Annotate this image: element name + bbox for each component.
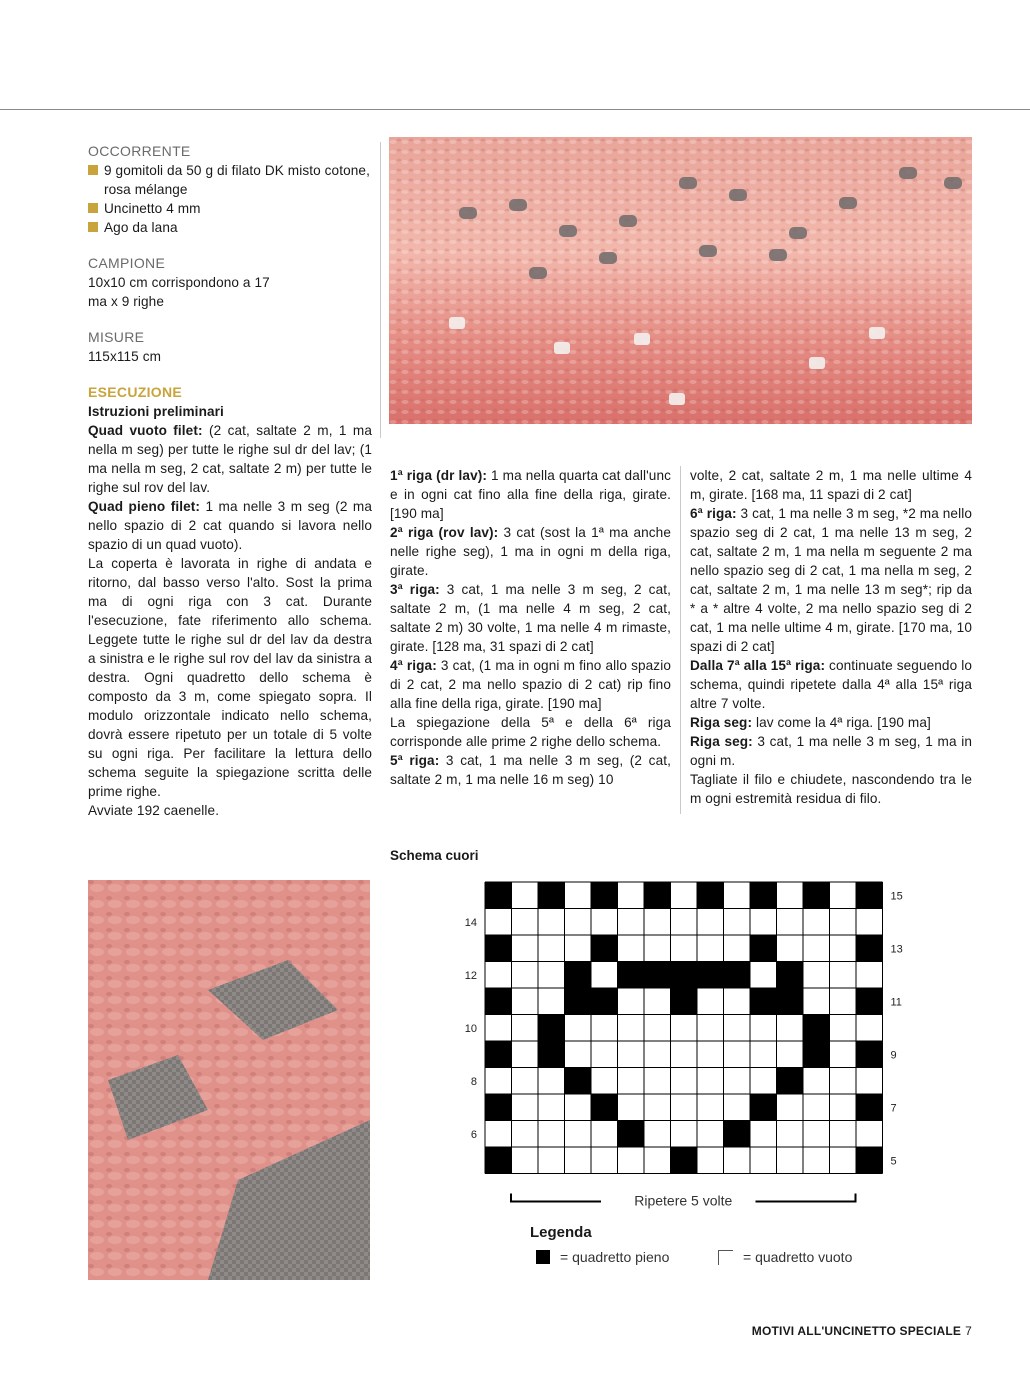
full-square-icon [536, 1250, 550, 1264]
blanket-photo-detail [88, 880, 370, 1280]
scheme-row-label: 7 [890, 1102, 897, 1115]
scheme-cell-full [803, 1041, 830, 1068]
scheme-cell-full [538, 882, 565, 909]
footer-title: MOTIVI ALL'UNCINETTO SPECIALE [751, 1324, 962, 1338]
scheme-cell-full [644, 882, 671, 909]
scheme-cell-full [777, 988, 804, 1015]
column-middle [390, 466, 671, 789]
row-5-continued: volte, 2 cat, saltate 2 m, 1 ma nelle ultime 4 m, girate. [168 ma, 11 spazi di 2 cat] [690, 468, 972, 502]
scheme-cell-full [485, 1041, 512, 1068]
scheme-cell-full [565, 962, 592, 989]
final-paragraph: Tagliate il filo e chiudete, nascondendo tra le m ogni estremità residua di filo. [690, 772, 972, 806]
legend-title: Legenda [530, 1224, 592, 1241]
scheme-cell-full [856, 935, 883, 962]
scheme-cell-full [856, 1094, 883, 1121]
scheme-cell-full [697, 882, 724, 909]
scheme-cell-full [750, 935, 777, 962]
scheme-cell-full [856, 1041, 883, 1068]
scheme-cell-full [485, 882, 512, 909]
bullet-square-icon [88, 222, 98, 232]
scheme-cell-full [856, 988, 883, 1015]
row-3-paragraph: 3ª riga: 3 cat, 1 ma nelle 3 m seg, 2 cat, saltate 2 m, (1 ma nelle 4 m seg, 2 cat, saltate 2 m) 30 volte, 1 ma nelle 4 m rimaste, girate. [128 ma, 31 spazi di 2 cat] [390, 582, 671, 654]
misure-text: 115x115 cm [88, 349, 162, 364]
scheme-cell-full [724, 962, 751, 989]
row-4-paragraph: 4ª riga: 3 cat, (1 ma in ogni m fino allo spazio di 2 cat, 2 ma nello spazio di 2 cat) rip fino alla fine della riga, girate. [190 ma] [390, 658, 671, 711]
column-divider [680, 466, 681, 814]
scheme-cell-full [671, 1147, 698, 1174]
repeat-label: Ripetere 5 volte [634, 1192, 733, 1209]
legend-full [536, 1249, 669, 1265]
scheme-cell-full [750, 882, 777, 909]
scheme-cell-full [644, 962, 671, 989]
scheme-cell-full [485, 1147, 512, 1174]
campione-text: 10x10 cm corrispondono a 17 ma x 9 righe [88, 275, 270, 309]
scheme-cell-full [697, 962, 724, 989]
misure-title: MISURE [88, 329, 145, 345]
avviate-paragraph: Avviate 192 caenelle. [88, 803, 220, 818]
blanket-photo-top [389, 137, 972, 424]
scheme-row-label: 11 [890, 996, 902, 1009]
esecuzione-title: ESECUZIONE [88, 384, 183, 400]
campione-title: CAMPIONE [88, 255, 166, 271]
scheme-cell-full [856, 1147, 883, 1174]
scheme-row-label: 14 [464, 916, 477, 929]
intro-paragraph: La coperta è lavorata in righe di andata e ritorno, dal basso verso l'alto. Sost la prima ma di ogni riga con 3 cat. Durante l'esecuzione, fate riferimento allo schema. Leggete tutte le righe sul dr del lav da destra a sinistra e le righe sul rov del lav da sinistra a destra. Ogni quadretto dello schema è composto da 3 m, come spiegato sopra. Il modulo orizzontale indicato nello schema, dovrà essere ripetuto per un totale di 5 volte su ogni riga. Per facilitare la lettura dello schema seguite la spiegazione scritta delle prime righe. [88, 556, 372, 799]
scheme-row-label: 12 [464, 969, 477, 982]
next-row-1-paragraph: Riga seg: lav come la 4ª riga. [190 ma] [690, 715, 931, 730]
scheme-row-label: 8 [470, 1075, 477, 1088]
scheme-cell-full [803, 882, 830, 909]
scheme-cell-full [591, 988, 618, 1015]
quad-pieno-paragraph: Quad pieno filet: 1 ma nelle 3 m seg (2 ma nello spazio di 2 cat quando si lavora nello spazio di un quad vuoto). [88, 499, 373, 552]
scheme-row-label: 10 [464, 1022, 477, 1035]
scheme-cell-full [671, 962, 698, 989]
quad-vuoto-paragraph: Quad vuoto filet: (2 cat, saltate 2 m, 1 ma nella m seg) per tutte le righe sul dr del lav; (1 ma nella m seg, 2 cat, saltate 2 m) per tutte le righe sul rov del lav. [88, 423, 372, 495]
scheme-cell-full [856, 882, 883, 909]
column-left [88, 142, 372, 820]
legend-empty [718, 1249, 852, 1265]
next-row-2-paragraph: Riga seg: 3 cat, 1 ma nelle 3 m seg, 1 ma in ogni m. [690, 734, 972, 768]
heart-scheme-chart [440, 872, 920, 1212]
column-divider [380, 142, 381, 438]
scheme-cell-full [671, 988, 698, 1015]
scheme-row-label: 15 [890, 890, 903, 903]
scheme-cell-full [538, 1041, 565, 1068]
scheme-cell-full [618, 1121, 645, 1148]
scheme-cell-full [777, 1068, 804, 1095]
row-2-paragraph: 2ª riga (rov lav): 3 cat (sost la 1ª ma anche nelle righe seg), 1 ma in ogni m della riga, girate. [390, 525, 671, 578]
scheme-cell-full [485, 1094, 512, 1121]
row-6-paragraph: 6ª riga: 3 cat, 1 ma nelle 3 m seg, *2 ma nello spazio seg di 2 cat, 1 ma nelle 13 m seg, 2 cat, saltate 2 m, 1 ma nella m seguente 2 ma nello spazio seg di 2 cat, 1 ma nella m seg, 2 cat, saltate 2 m, 1 ma nelle 13 m seg*; rip da * a * altre 4 volte, 2 ma nello spazio seg di 2 cat, 1 ma nelle ultime 4 m, girate. [170 ma, 10 spazi di 2 cat] [690, 506, 972, 654]
scheme-cell-full [485, 935, 512, 962]
scheme-cell-full [591, 1094, 618, 1121]
scheme-cell-full [591, 882, 618, 909]
scheme-cell-full [750, 1094, 777, 1121]
top-rule [0, 109, 1030, 110]
scheme-title: Schema cuori [390, 848, 479, 863]
esecuzione-subtitle: Istruzioni preliminari [88, 404, 224, 419]
scheme-cell-full [538, 1015, 565, 1042]
occorrente-item: Ago da lana [88, 218, 372, 237]
occorrente-title: OCCORRENTE [88, 143, 191, 159]
row-1-paragraph: 1ª riga (dr lav): 1 ma nella quarta cat dall'unc e in ogni cat fino alla fine della riga, girate. [190 ma] [390, 468, 672, 521]
scheme-row-label: 5 [890, 1155, 897, 1168]
scheme-cell-full [803, 1015, 830, 1042]
scheme-row-label: 9 [890, 1049, 897, 1062]
scheme-cell-full [750, 988, 777, 1015]
scheme-cell-full [724, 1121, 751, 1148]
scheme-row-label: 6 [470, 1128, 477, 1141]
bullet-square-icon [88, 165, 98, 175]
occorrente-item: Uncinetto 4 mm [88, 199, 372, 218]
scheme-cell-full [565, 1068, 592, 1095]
occorrente-item: 9 gomitoli da 50 g di filato DK misto cotone, rosa mélange [88, 161, 372, 199]
legend-empty-label: = quadretto vuoto [743, 1249, 853, 1265]
rows-7-15-paragraph: Dalla 7ª alla 15ª riga: continuate seguendo lo schema, quindi ripetete dalla 4ª alla 15ª riga altre 7 volte. [690, 658, 972, 711]
scheme-cell-full [565, 988, 592, 1015]
scheme-cell-full [591, 935, 618, 962]
scheme-cell-full [485, 988, 512, 1015]
empty-square-icon [718, 1250, 733, 1265]
bullet-square-icon [88, 203, 98, 213]
scheme-cell-full [618, 962, 645, 989]
rows-5-6-note: La spiegazione della 5ª e della 6ª riga corrisponde alle prime 2 righe dello schema. [390, 715, 671, 749]
row-5-paragraph: 5ª riga: 3 cat, 1 ma nelle 3 m seg, (2 cat, saltate 2 m, 1 ma nelle 16 m seg) 10 [390, 753, 671, 787]
column-right [690, 466, 972, 808]
page-footer [752, 1324, 972, 1338]
page-number: 7 [965, 1324, 972, 1338]
scheme-row-label: 13 [890, 943, 903, 956]
legend-full-label: = quadretto pieno [560, 1249, 670, 1265]
scheme-cell-full [777, 962, 804, 989]
